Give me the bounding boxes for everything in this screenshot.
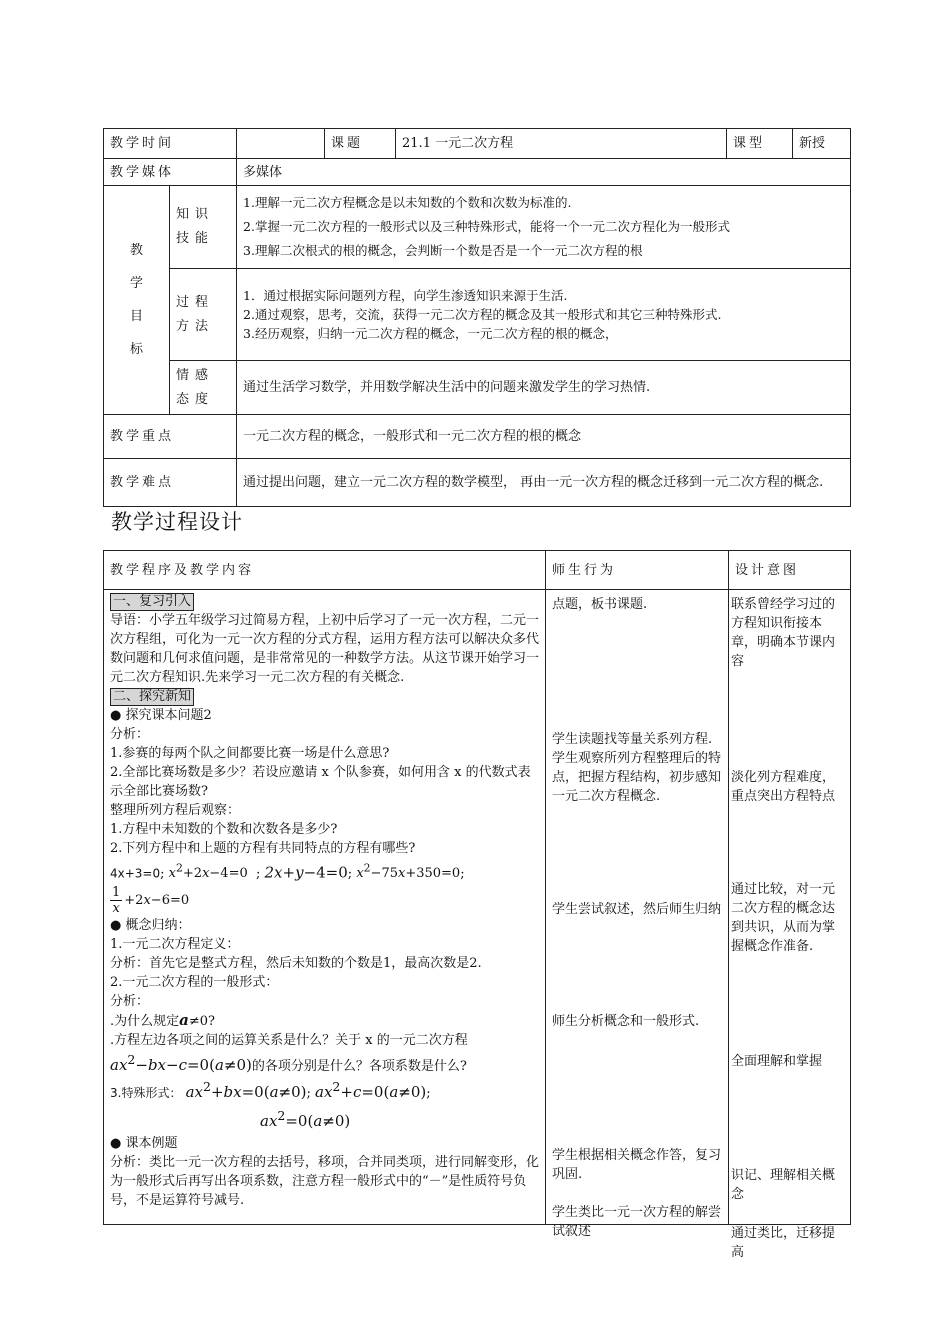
equation-list: 4x+3=0; $x^2+2x-4=0$ ; 2x+y−4=0; $x^2-75x+350=0$; xyxy=(110,862,465,882)
analysis-label: 分析： xyxy=(110,727,150,742)
example-label: ● 课本例题 xyxy=(110,1136,178,1152)
col-intent-header: 设计意图 xyxy=(729,551,851,590)
concept-label: ● 概念归纳： xyxy=(110,918,191,934)
intent-6: 通过类比，迁移提高 xyxy=(731,1226,836,1260)
intent-1: 联系曾经学习过的方程知识衔接本章，明确本节课内容 xyxy=(731,597,836,669)
intent-2: 淡化列方程难度，重点突出方程特点 xyxy=(731,770,836,804)
key-text: 一元二次方程的概念，一般形式和一元二次方程的根的概念 xyxy=(237,415,851,459)
type-value: 新授 xyxy=(793,129,851,159)
action-1: 点题，板书课题. xyxy=(552,597,648,612)
process-table xyxy=(103,550,851,1260)
lesson-info-table xyxy=(103,128,851,507)
definition-2: 2.一元二次方程的一般形式： xyxy=(110,975,279,991)
process-items: 1．通过根据实际问题列方程，向学生渗透知识来源于生活. 2.通过观察，思考，交流，获得一元二次方程的概念及其一般形式和其它三种特殊形式. 3.经历观察，归纳一元二次方程的概念，一元二次方程的根的概念， xyxy=(237,269,851,361)
difficulty-label: 教学难点 xyxy=(104,459,237,507)
process-label: 过程 方法 xyxy=(170,269,237,361)
col-content-header: 教学程序及教学内容 xyxy=(104,551,546,590)
observe-label: 整理所列方程后观察： xyxy=(110,803,241,818)
observe-1: 1.方程中未知数的个数和次数各是多少? xyxy=(110,822,338,837)
terms-question: .方程左边各项之间的运算关系是什么？关于 x 的一元二次方程 xyxy=(110,1033,468,1049)
special-forms: 3.特殊形式： $ax^2+bx=0(a\ne 0)$; $ax^2+c=0(a\ne 0)$; xyxy=(110,1079,431,1102)
question-2: 2.全部比赛场数是多少？若设应邀请 x 个队参赛，如何用含 x 的代数式表示全部比赛场数? xyxy=(110,765,531,799)
action-3: 学生观察所列方程整理后的特点，把握方程结构，初步感知一元二次方程概念. xyxy=(552,751,722,804)
question-1: 1.参赛的每两个队之间都要比赛一场是什么意思? xyxy=(110,746,390,761)
intent-cell xyxy=(729,590,851,1260)
goals-label: 教 学 目 标 xyxy=(104,186,170,415)
key-label: 教学重点 xyxy=(104,415,237,459)
topic-label: 课题 xyxy=(325,129,396,159)
difficulty-text: 通过提出问题，建立一元二次方程的数学模型， 再由一元一次方程的概念迁移到一元二次方程的概念. xyxy=(237,459,851,507)
action-cell xyxy=(546,590,729,1239)
observe-2: 2.下列方程中和上题的方程有共同特点的方程有哪些? xyxy=(110,841,416,856)
action-6: 学生根据相关概念作答，复习巩固. xyxy=(552,1148,722,1182)
intent-4: 全面理解和掌握 xyxy=(731,1054,823,1069)
analysis-2-label: 分析： xyxy=(110,994,150,1010)
review-text: 导语：小学五年级学习过简易方程，上初中后学习了一元一次方程，二元一次方程组，可化为一元一次方程的分式方程，运用方程方法可以解决众多代数问题和几何求值问题，是非常常见的一种数学方法。从这节课开始学习一元二次方程知识.先来学习一元二次方程的有关概念. xyxy=(110,613,540,685)
type-label: 课型 xyxy=(727,129,793,159)
action-5: 师生分析概念和一般形式. xyxy=(552,1014,700,1029)
explore-question: ● 探究课本问题2 xyxy=(110,708,212,723)
definition-1: 1.一元二次方程定义： xyxy=(110,937,240,953)
special-form-3: $ax^2=0(a\ne 0)$ xyxy=(260,1108,351,1131)
knowledge-label: 知识 技能 xyxy=(170,186,237,269)
intent-5: 识记、理解相关概念 xyxy=(731,1168,836,1202)
time-value xyxy=(237,129,325,159)
emotion-text: 通过生活学习数学，并用数学解决生活中的问题来激发学生的学习热情. xyxy=(237,361,851,415)
time-label: 教学时间 xyxy=(104,129,237,159)
action-7: 学生类比一元一次方程的解尝试叙述 xyxy=(552,1205,722,1239)
equation-fraction: $\frac{1}{x}$ +2x−6=0 xyxy=(112,885,190,917)
example-text: 分析：类比一元一次方程的去括号，移项，合并同类项，进行同解变形，化为一般形式后再写出各项系数，注意方程一般形式中的“－”是性质符号负号，不是运算符号减号. xyxy=(110,1155,540,1209)
topic-value: 21.1 一元二次方程 xyxy=(396,129,727,159)
emotion-label: 情感 态度 xyxy=(170,361,237,415)
intent-3: 通过比较，对一元二次方程的概念达到共识，从而为掌握概念作准备. xyxy=(731,882,836,954)
media-label: 教学媒体 xyxy=(104,159,237,186)
content-cell xyxy=(104,590,546,1225)
action-2: 学生读题找等量关系列方程. xyxy=(552,732,713,747)
section-title: 教学过程设计 xyxy=(111,510,243,534)
general-form-line: $ax^2-bx-c=0(a\ne 0)$的各项分别是什么？各项系数是什么? xyxy=(110,1052,467,1075)
review-heading: 一、复习引入 xyxy=(110,593,194,611)
col-action-header: 师生行为 xyxy=(546,551,729,590)
definition-1-analysis: 分析：首先它是整式方程，然后未知数的个数是1，最高次数是2. xyxy=(110,956,482,972)
why-a-line: .为什么规定a≠0? xyxy=(110,1011,216,1030)
explore-heading: 二、探究新知 xyxy=(110,688,194,706)
action-4: 学生尝试叙述，然后师生归纳 xyxy=(552,902,722,917)
equation-linear: 4x+3=0 xyxy=(110,866,161,881)
media-value: 多媒体 xyxy=(237,159,851,186)
knowledge-items: 1.理解一元二次方程概念是以未知数的个数和次数为标准的. 2.掌握一元二次方程的一般形式以及三种特殊形式，能将一个一元二次方程化为一般形式 3.理解二次根式的根的概念，会判断一个数是否是一个一元二次方程的根 xyxy=(237,186,851,269)
